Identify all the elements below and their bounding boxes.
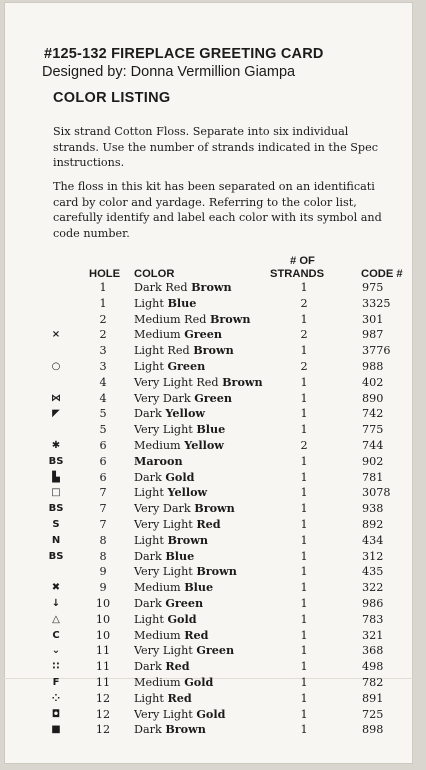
color-cell xyxy=(134,422,225,437)
symbol-cell: BS xyxy=(48,550,64,562)
table-row xyxy=(4,533,413,548)
strands-cell: 1 xyxy=(300,423,308,437)
symbol-cell: ◤ xyxy=(52,408,60,420)
code-cell: 890 xyxy=(362,391,384,405)
hole-cell: 10 xyxy=(95,628,111,642)
color-name: Blue xyxy=(167,295,197,310)
hole-cell: 9 xyxy=(99,565,107,579)
color-name: Green xyxy=(184,327,223,342)
color-cell xyxy=(134,470,194,485)
symbol-cell: F xyxy=(52,677,60,688)
strands-cell: 1 xyxy=(300,518,308,531)
color-header: COLOR xyxy=(134,268,175,280)
symbol-cell: □ xyxy=(51,487,61,499)
hole-header: HOLE xyxy=(89,268,121,280)
symbol-cell: ✱ xyxy=(51,440,61,451)
color-name: Red xyxy=(196,517,221,531)
color-shade: Very Light Red xyxy=(134,375,223,389)
color-name: Gold xyxy=(165,469,195,484)
table-row xyxy=(4,343,413,358)
code-cell: 322 xyxy=(362,581,384,595)
strands-cell: 1 xyxy=(300,597,308,610)
color-cell xyxy=(134,485,207,500)
symbol-cell: × xyxy=(51,329,61,341)
color-shade: Dark Red xyxy=(134,281,192,294)
color-name: Brown xyxy=(194,501,235,516)
code-cell: 986 xyxy=(362,597,384,610)
color-cell xyxy=(134,691,192,706)
color-name: Green xyxy=(167,359,206,373)
table-row xyxy=(4,422,413,437)
color-cell xyxy=(134,612,197,627)
table-row xyxy=(4,564,413,579)
instructions-paragraph xyxy=(53,124,413,171)
hole-cell: 11 xyxy=(95,676,111,689)
strands-cell: 2 xyxy=(300,439,308,452)
color-cell xyxy=(134,438,224,453)
strands-header-top: # OF xyxy=(290,255,315,267)
color-name: Yellow xyxy=(184,438,224,452)
color-cell xyxy=(134,359,205,374)
color-shade: Dark xyxy=(134,660,166,674)
strands-cell: 1 xyxy=(300,565,308,579)
color-name: Blue xyxy=(196,422,226,437)
text-line: code number. xyxy=(53,226,130,240)
code-cell: 725 xyxy=(362,707,384,721)
hole-cell: 6 xyxy=(99,454,107,468)
strands-cell: 1 xyxy=(300,644,308,658)
strands-cell: 1 xyxy=(300,375,308,389)
table-row xyxy=(4,485,413,500)
symbol-cell: ▙ xyxy=(52,471,60,483)
table-row xyxy=(4,707,413,722)
hole-cell: 8 xyxy=(99,549,107,563)
color-shade: Very Dark xyxy=(134,391,195,405)
designer-line: Designed by: Donna Vermillion Giampa xyxy=(42,64,296,80)
symbol-cell: ↓ xyxy=(51,598,61,609)
color-name: Green xyxy=(194,390,233,405)
code-cell: 312 xyxy=(362,549,384,563)
table-row xyxy=(4,722,413,737)
symbol-cell: △ xyxy=(52,613,60,625)
table-row xyxy=(4,438,413,453)
strands-cell: 1 xyxy=(300,676,308,689)
strands-cell: 2 xyxy=(300,328,308,342)
color-cell xyxy=(134,549,194,564)
strands-cell: 1 xyxy=(300,281,308,294)
color-name: Brown xyxy=(191,280,232,294)
hole-cell: 1 xyxy=(99,281,107,294)
color-shade: Very Dark xyxy=(134,502,195,516)
color-name: Yellow xyxy=(167,485,208,500)
table-row xyxy=(4,675,413,690)
table-row xyxy=(4,406,413,421)
document-title: #125-132 FIREPLACE GREETING CARD xyxy=(44,46,324,62)
color-shade: Light xyxy=(134,691,168,705)
strands-cell: 1 xyxy=(300,344,308,358)
table-row xyxy=(4,643,413,658)
table-row xyxy=(4,549,413,564)
text-line: carefully identify and label each color with its symbol and xyxy=(53,211,382,224)
color-shade: Very Light xyxy=(134,644,197,658)
color-cell xyxy=(134,564,237,579)
color-shade: Dark xyxy=(134,470,166,484)
symbol-cell: ○ xyxy=(51,361,61,372)
color-shade: Light xyxy=(134,612,168,626)
symbol-cell: ◘ xyxy=(51,708,61,720)
code-cell: 301 xyxy=(362,312,384,326)
table-row xyxy=(4,327,413,342)
color-cell xyxy=(134,343,234,358)
table-row xyxy=(4,454,413,469)
color-shade: Dark xyxy=(134,723,166,737)
color-name: Blue xyxy=(165,548,195,563)
symbol-cell: ⁘ xyxy=(51,692,61,704)
hole-cell: 4 xyxy=(99,375,107,389)
color-cell xyxy=(134,280,232,295)
code-cell: 782 xyxy=(362,676,384,689)
code-cell: 434 xyxy=(362,533,384,547)
code-cell: 435 xyxy=(362,565,384,579)
table-row xyxy=(4,612,413,627)
table-row xyxy=(4,628,413,643)
color-shade: Dark xyxy=(134,597,166,610)
strands-cell: 1 xyxy=(300,312,308,326)
color-cell xyxy=(134,707,225,722)
color-shade: Medium Red xyxy=(134,312,210,326)
code-cell: 902 xyxy=(362,454,384,468)
color-shade: Dark xyxy=(134,549,166,563)
color-name: Maroon xyxy=(134,453,183,468)
code-cell: 3325 xyxy=(362,296,391,310)
hole-cell: 1 xyxy=(99,296,107,310)
color-name: Gold xyxy=(167,611,197,626)
color-shade: Very Light xyxy=(134,707,197,721)
hole-cell: 12 xyxy=(95,723,111,737)
hole-cell: 10 xyxy=(95,597,111,610)
text-line: Six strand Cotton Floss. Separate into six individual xyxy=(53,125,349,138)
color-shade: Light xyxy=(134,360,168,373)
hole-cell: 10 xyxy=(95,612,111,626)
symbol-cell: ∷ xyxy=(52,661,60,673)
hole-cell: 8 xyxy=(99,533,107,547)
color-shade: Medium xyxy=(134,581,185,595)
hole-cell: 12 xyxy=(95,691,111,705)
code-cell: 892 xyxy=(362,518,384,531)
code-cell: 3776 xyxy=(362,344,391,358)
hole-cell: 2 xyxy=(99,312,107,326)
color-shade: Light xyxy=(134,296,168,310)
strands-cell: 1 xyxy=(300,533,308,547)
hole-cell: 12 xyxy=(95,707,111,721)
color-shade: Medium xyxy=(134,676,185,689)
color-name: Brown xyxy=(222,374,263,389)
text-line: card by color and yardage. Referring to the color list, xyxy=(53,195,357,209)
code-cell: 783 xyxy=(362,612,384,626)
color-name: Red xyxy=(167,690,192,705)
color-cell xyxy=(134,501,235,516)
symbol-cell: ⋈ xyxy=(51,392,61,404)
strands-cell: 1 xyxy=(300,549,308,563)
color-shade: Light Red xyxy=(134,344,194,358)
strands-cell: 2 xyxy=(300,360,308,373)
table-row xyxy=(4,596,413,611)
code-cell: 742 xyxy=(362,407,384,421)
strands-cell: 1 xyxy=(300,502,308,516)
color-cell xyxy=(134,596,203,611)
color-cell xyxy=(134,659,190,674)
color-cell xyxy=(134,375,263,390)
color-cell xyxy=(134,628,208,643)
strands-cell: 1 xyxy=(300,454,308,468)
table-row xyxy=(4,580,413,595)
text-line: instructions. xyxy=(53,156,125,169)
color-cell xyxy=(134,327,222,342)
strands-header: STRANDS xyxy=(270,268,325,280)
table-row xyxy=(4,501,413,516)
color-cell xyxy=(134,517,221,532)
strands-cell: 1 xyxy=(300,723,308,737)
strands-cell: 1 xyxy=(300,660,308,674)
code-cell: 498 xyxy=(362,660,384,674)
symbol-cell: ⌄ xyxy=(51,645,61,657)
code-cell: 321 xyxy=(362,628,384,642)
color-name: Yellow xyxy=(165,406,206,421)
color-shade: Very Light xyxy=(134,518,197,531)
identification-paragraph xyxy=(53,179,413,241)
code-cell: 938 xyxy=(362,502,384,516)
strands-cell: 1 xyxy=(300,612,308,626)
hole-cell: 7 xyxy=(99,486,107,500)
color-shade: Medium xyxy=(134,628,185,642)
document-page xyxy=(4,2,413,764)
code-cell: 987 xyxy=(362,328,384,342)
hole-cell: 6 xyxy=(99,439,107,452)
hole-cell: 9 xyxy=(99,581,107,595)
strands-cell: 1 xyxy=(300,691,308,705)
color-shade: Very Light xyxy=(134,423,197,437)
hole-cell: 3 xyxy=(99,360,107,373)
hole-cell: 3 xyxy=(99,344,107,358)
strands-cell: 1 xyxy=(300,391,308,405)
color-cell xyxy=(134,722,206,737)
color-name: Blue xyxy=(184,580,214,595)
color-shade: Light xyxy=(134,533,168,547)
strands-cell: 2 xyxy=(300,296,308,310)
code-cell: 3078 xyxy=(362,486,391,500)
color-shade: Light xyxy=(134,486,168,500)
strands-cell: 1 xyxy=(300,470,308,484)
text-line: strands. Use the number of strands indicated in the Spec xyxy=(53,140,378,154)
hole-cell: 11 xyxy=(95,644,111,658)
color-name: Brown xyxy=(165,722,206,737)
color-shade: Medium xyxy=(134,439,185,452)
text-line: The floss in this kit has been separated on an identificati xyxy=(53,180,375,193)
table-row xyxy=(4,691,413,706)
table-row xyxy=(4,359,413,374)
color-name: Brown xyxy=(209,311,251,326)
color-cell xyxy=(134,391,232,406)
symbol-cell: S xyxy=(52,519,60,530)
code-header: CODE # xyxy=(361,268,403,280)
color-shade: Very Light xyxy=(134,565,197,579)
symbol-cell: ✖ xyxy=(51,582,61,594)
color-name: Brown xyxy=(167,532,209,547)
color-name: Green xyxy=(165,596,204,610)
code-cell: 975 xyxy=(362,281,384,294)
table-row xyxy=(4,312,413,327)
symbol-cell: BS xyxy=(48,503,64,515)
table-row xyxy=(4,659,413,674)
color-name: Green xyxy=(196,643,235,658)
code-cell: 891 xyxy=(362,691,384,705)
code-cell: 402 xyxy=(362,375,384,389)
color-cell xyxy=(134,675,213,690)
table-row xyxy=(4,517,413,532)
color-cell xyxy=(134,643,234,658)
strands-cell: 1 xyxy=(300,486,308,500)
code-cell: 744 xyxy=(362,439,384,452)
color-cell xyxy=(134,312,251,327)
table-row xyxy=(4,470,413,485)
hole-cell: 4 xyxy=(99,391,107,405)
color-name: Brown xyxy=(193,343,234,358)
color-cell xyxy=(134,533,208,548)
hole-cell: 5 xyxy=(99,423,107,437)
color-cell xyxy=(134,580,213,595)
symbol-cell: BS xyxy=(48,455,64,467)
hole-cell: 2 xyxy=(99,328,107,342)
color-shade: Dark xyxy=(134,407,166,421)
table-row xyxy=(4,391,413,406)
symbol-cell: C xyxy=(52,629,60,641)
code-cell: 781 xyxy=(362,470,384,484)
strands-cell: 1 xyxy=(300,407,308,421)
hole-cell: 7 xyxy=(99,502,107,516)
color-shade: Medium xyxy=(134,328,185,342)
section-heading: COLOR LISTING xyxy=(53,90,171,106)
code-cell: 368 xyxy=(362,644,384,658)
symbol-cell: N xyxy=(51,534,61,546)
table-row xyxy=(4,375,413,390)
color-cell xyxy=(134,296,196,311)
hole-cell: 6 xyxy=(99,470,107,484)
hole-cell: 11 xyxy=(95,660,111,674)
hole-cell: 7 xyxy=(99,518,107,531)
hole-cell: 5 xyxy=(99,407,107,421)
color-cell xyxy=(134,454,183,469)
strands-cell: 1 xyxy=(300,581,308,595)
color-cell xyxy=(134,406,205,421)
strands-cell: 1 xyxy=(300,628,308,642)
color-name: Red xyxy=(165,659,190,674)
code-cell: 775 xyxy=(362,423,384,437)
table-row xyxy=(4,296,413,311)
color-name: Gold xyxy=(196,706,226,721)
color-name: Red xyxy=(184,627,209,642)
table-row xyxy=(4,280,413,295)
color-name: Gold xyxy=(184,675,214,689)
code-cell: 988 xyxy=(362,360,384,373)
code-cell: 898 xyxy=(362,723,384,737)
strands-cell: 1 xyxy=(300,707,308,721)
symbol-cell: ■ xyxy=(51,724,61,736)
color-name: Brown xyxy=(196,564,237,579)
